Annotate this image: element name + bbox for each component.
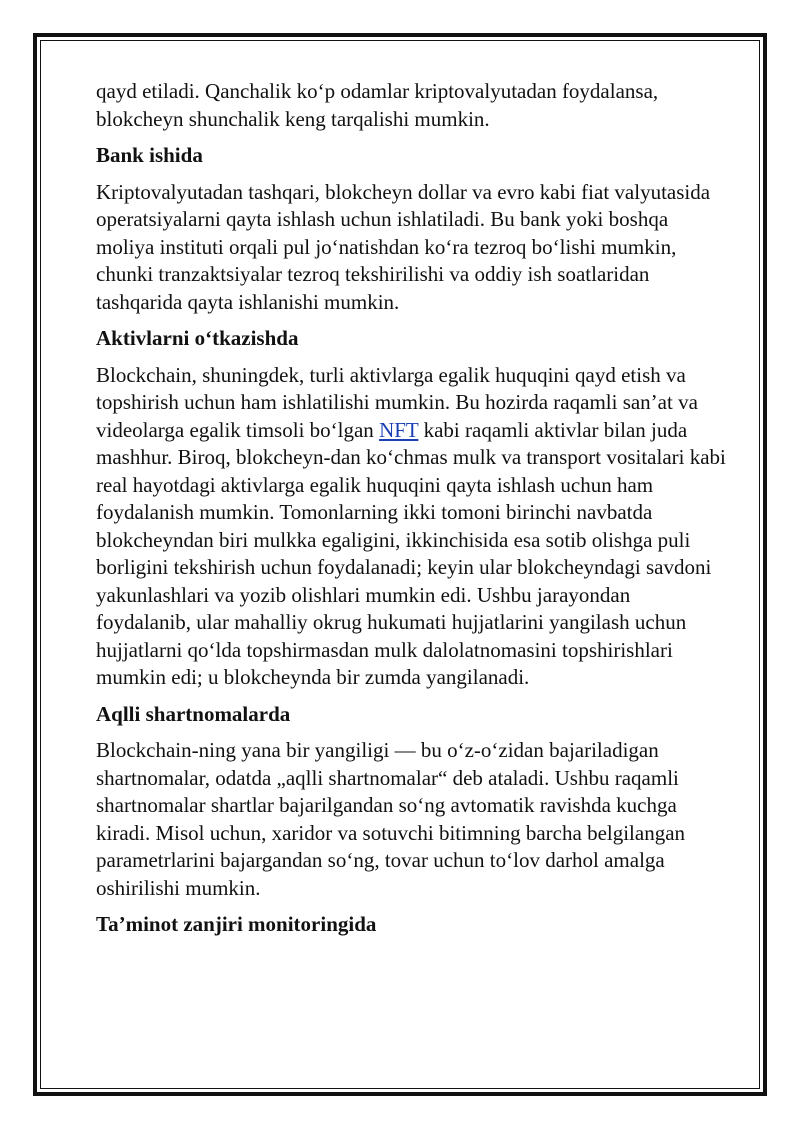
paragraph-smart-contracts: Blockchain-ning yana bir yangiligi — bu o‘z-o‘zidan bajariladigan shartnomalar, odatda „aqlli shartnomalar“ deb ataladi. Ushbu raqamli shartnomalar shartlar bajarilgandan so‘ng avtomatik ravishda kuchga kiradi. Misol uchun, xaridor va sotuvchi bitimning barcha belgilangan parametrlarini bajargandan so‘ng, tovar uchun to‘lov darhol amalga oshirilishi mumkin. [96, 738, 686, 900]
heading-supply-chain: Ta’minot zanjiri monitoringida [96, 912, 377, 936]
paragraph-assets [96, 362, 728, 692]
heading-assets: Aktivlarni o‘tkazishda [96, 326, 299, 350]
document-body [96, 78, 728, 939]
paragraph-assets-part2: kabi raqamli aktivlar bilan juda mashhur. Biroq, blokcheyn-dan ko‘chmas mulk va transport vositalari kabi real hayotdagi aktivlarga egalik huquqini qayta ishlash uchun ham foydalanish mumkin. Tomonlarning ikki tomoni birinchi navbatda blokcheyndan biri mulkka egaligini, ikkinchisida esa sotib olishga puli borligini tekshirish uchun foydalanadi; keyin ular blokcheyndagi savdoni yakunlashlari va yozib olishlari mumkin edi. Ushbu jarayondan foydalanib, ular mahalliy okrug hukumati hujjatlarini yangilash uchun hujjatlarni qo‘lda topshirmasdan mulk dalolatnomasini topshirishlari mumkin edi; u blokcheynda bir zumda yangilanadi. [96, 417, 726, 689]
paragraph-assets-part1: Blockchain, shuningdek, turli aktivlarga egalik huquqini qayd etish va topshirish uchun ham ishlatilishi mumkin. Bu hozirda raqamli san’at va videolarga egalik timsoli bo‘lgan [96, 362, 698, 442]
paragraph-bank: Kriptovalyutadan tashqari, blokcheyn dollar va evro kabi fiat valyutasida operatsiyalarni qayta ishlash uchun ishlatiladi. Bu bank yoki boshqa moliya instituti orqali pul jo‘natishdan ko‘ra tezroq bo‘lishi mumkin, chunki tranzaktsiyalar tezroq tekshirilishi va oddiy ish soatlaridan tashqarida qayta ishlanishi mumkin. [96, 179, 711, 314]
nft-link[interactable]: NFT [379, 417, 419, 442]
heading-smart-contracts: Aqlli shartnomalarda [96, 701, 291, 726]
intro-paragraph: qayd etiladi. Qanchalik ko‘p odamlar kriptovalyutadan foydalansa, blokcheyn shunchalik keng tarqalishi mumkin. [96, 79, 659, 131]
heading-bank: Bank ishida [96, 143, 203, 167]
